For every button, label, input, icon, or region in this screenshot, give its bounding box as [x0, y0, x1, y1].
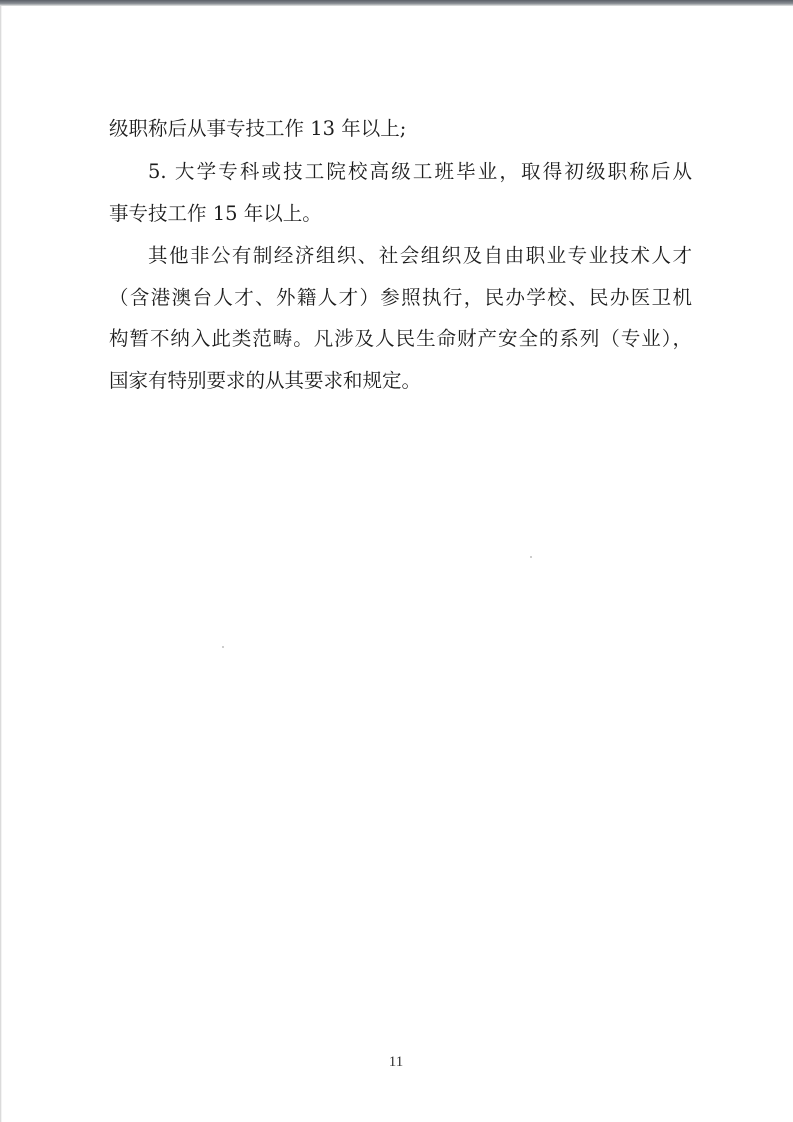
text-line-4: 其他非公有制经济组织、社会组织及自由职业专业技术人才	[148, 244, 692, 267]
text-line-1: 级职称后从事专技工作 13 年以上;	[109, 117, 407, 140]
scan-speck	[222, 646, 224, 648]
text-line-7: 国家有特别要求的从其要求和规定。	[109, 369, 422, 392]
text-line-5: （含港澳台人才、外籍人才）参照执行，民办学校、民办医卫机	[109, 286, 692, 309]
page-number: 11	[388, 1054, 404, 1070]
text-line-2: 5. 大学专科或技工院校高级工班毕业，取得初级职称后从	[148, 160, 692, 183]
text-line-6: 构暂不纳入此类范畴。凡涉及人民生命财产安全的系列（专业），	[109, 327, 692, 350]
scan-speck	[530, 556, 532, 558]
text-line-3: 事专技工作 15 年以上。	[109, 202, 322, 225]
